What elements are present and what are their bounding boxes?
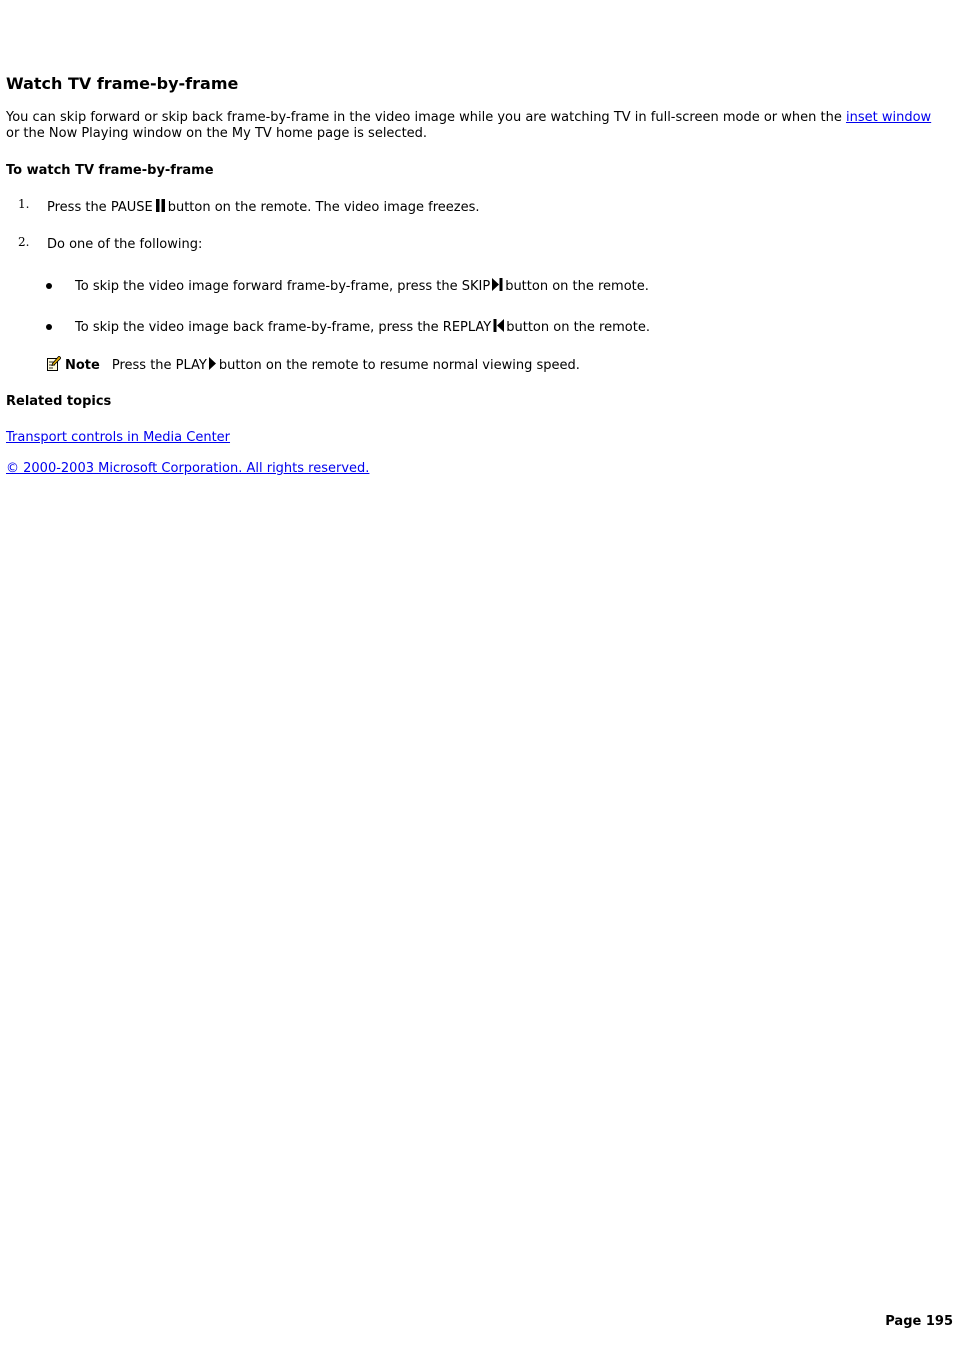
inset-window-link[interactable]: inset window <box>845 110 932 125</box>
step-2 <box>6 237 906 255</box>
intro-text-after: or the Now Playing window on the My TV home page is selected. <box>6 126 428 141</box>
bullet-dot-icon <box>46 283 52 289</box>
list-item-text: To skip the video image back frame-by-frame, press the REPLAY button on the remote. <box>75 320 650 335</box>
list-item <box>6 278 906 296</box>
step-text: Press the PAUSE button on the remote. The video image freezes. <box>47 200 480 215</box>
step-number: 1. <box>18 197 30 211</box>
copyright-link[interactable]: © 2000-2003 Microsoft Corporation. All rights reserved. <box>6 461 370 476</box>
play-icon <box>209 357 217 374</box>
list-item-text: To skip the video image forward frame-by-frame, press the SKIP button on the remote. <box>75 279 649 294</box>
bullet-dot-icon <box>46 324 52 330</box>
note-text-after: button on the remote to resume normal viewing speed. <box>218 358 580 373</box>
note-pencil-icon <box>47 356 61 375</box>
step-text: Do one of the following: <box>47 237 203 252</box>
step-number: 2. <box>18 235 30 249</box>
page-number: Page 195 <box>885 1314 953 1329</box>
replay-icon <box>493 319 504 336</box>
skip-forward-icon <box>492 278 503 295</box>
note-label: Note <box>65 358 100 373</box>
related-topics-heading: Related topics <box>6 394 112 409</box>
list-item <box>6 319 906 337</box>
page-title: Watch TV frame-by-frame <box>6 74 239 93</box>
note-text-before: Press the PLAY <box>111 358 207 373</box>
step-1 <box>6 199 906 217</box>
intro-text-before: You can skip forward or skip back frame-by-frame in the video image while you are watching TV in full-screen mode or when the <box>6 110 846 125</box>
transport-controls-link[interactable]: Transport controls in Media Center <box>6 430 231 445</box>
intro-paragraph <box>6 110 941 142</box>
pause-icon <box>155 199 166 216</box>
note <box>47 356 580 375</box>
procedure-heading: To watch TV frame-by-frame <box>6 163 214 178</box>
